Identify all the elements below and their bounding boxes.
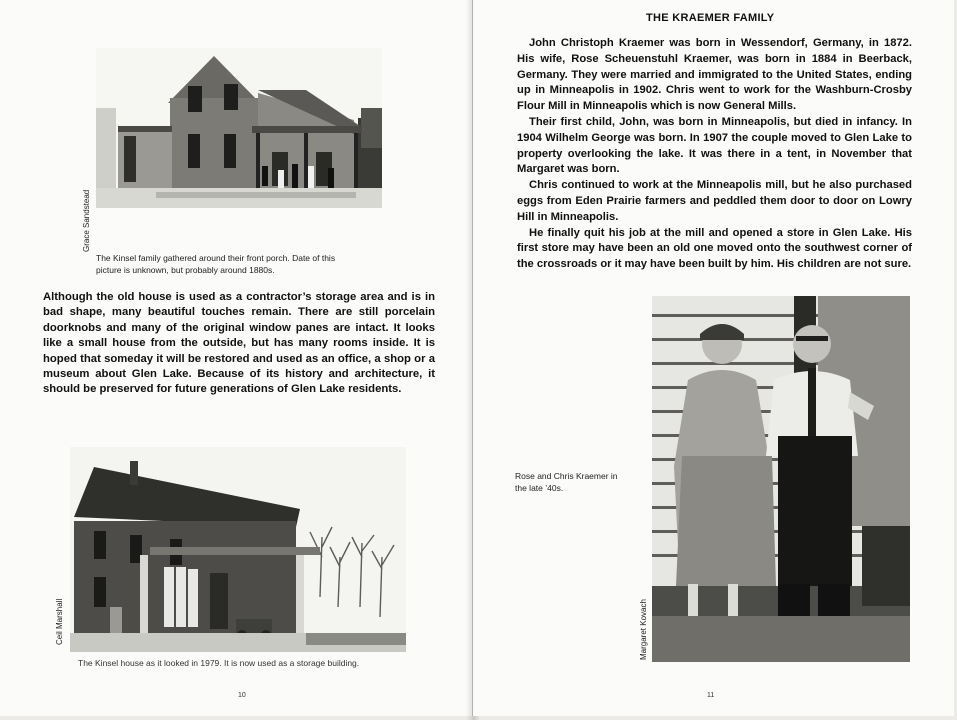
kinsel-house-1979-photo [70, 447, 406, 652]
kinsel-family-photo [96, 48, 382, 208]
caption-line: picture is unknown, but probably around 1880s. [96, 265, 275, 275]
photo-caption: The Kinsel house as it looked in 1979. It is now used as a storage building. [78, 658, 360, 668]
left-page [0, 0, 473, 716]
caption-line: Rose and Chris Kraemer in [515, 471, 618, 481]
body-paragraph: He finally quit his job at the mill and opened a store in Glen Lake. His first store may have been an old one moved onto the southwest corner of the crossroads or it may have been built by him. His children are not sure. [517, 226, 912, 271]
photo-credit: Margaret Kovach [639, 599, 648, 660]
photo-caption [96, 252, 396, 276]
body-paragraph: Although the old house is used as a contractor’s storage area and is in bad shape, many beautiful touches remain. There are still porcelain doorknobs and many of the original window panes are intact. It looks like a small house from the outside, but has many rooms inside. It is hoped that someday it will be restored and used as an office, a shop or a museum about Glen Lake. Because of its history and architecture, it should be preserved for future generations of Glen Lake residents. [43, 291, 435, 396]
caption-line: the late ’40s. [515, 483, 564, 493]
right-page [473, 0, 954, 716]
body-paragraph: Their first child, John, was born in Minneapolis, but died in infancy. In 1904 Wilhelm George was born. In 1907 the couple moved to Glen Lake to property overlooking the lake. It was there in a tent, in November that Margaret was born. [517, 115, 912, 176]
photo-credit: Ceil Marshall [55, 598, 64, 645]
page-number: 11 [707, 692, 715, 699]
caption-line: The Kinsel family gathered around their front porch. Date of this [96, 253, 336, 263]
body-paragraph: Chris continued to work at the Minneapolis mill, but he also purchased eggs from Eden Prairie farmers and peddled them door to door on Lowry Hill in Minneapolis. [517, 179, 912, 223]
page-number: 10 [238, 692, 246, 699]
photo-caption [515, 470, 655, 494]
body-text-block [517, 36, 912, 273]
kraemer-couple-photo [652, 296, 910, 662]
photo-credit: Grace Sandstead [82, 189, 91, 252]
page-title: THE KRAEMER FAMILY [646, 12, 775, 24]
body-paragraph: John Christoph Kraemer was born in Wessendorf, Germany, in 1872. His wife, Rose Scheuenstuhl Kraemer, was born in 1884 in Beerback, Germany. They were married and immigrated to the United States, ending up in Minneapolis in 1902. Chris went to work for the Washburn-Crosby Flour Mill in Minneapolis which is now General Mills. [517, 37, 912, 113]
